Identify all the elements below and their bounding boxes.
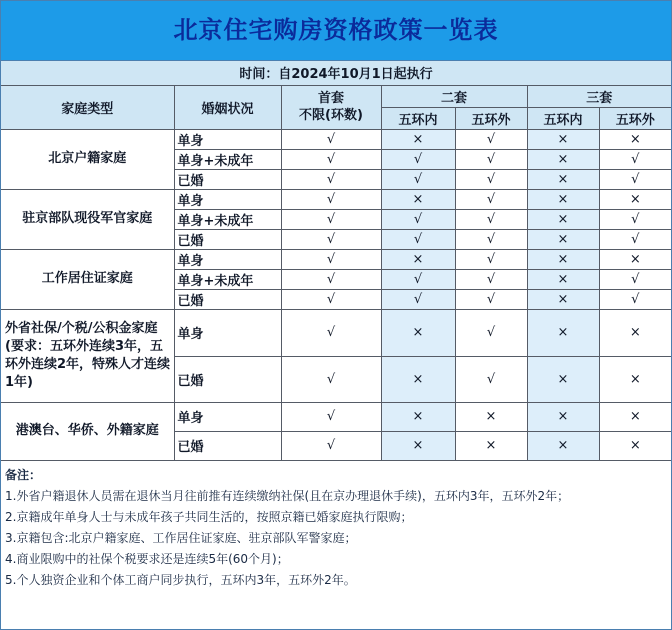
mark-cell: √ xyxy=(455,209,527,229)
mark-cell: × xyxy=(527,402,599,431)
mark-cell: √ xyxy=(381,209,455,229)
family-work-residence-permit: 工作居住证家庭 xyxy=(1,249,174,309)
note-item: 1.外省户籍退休人员需在退休当月往前推有连续缴纳社保(且在京办理退休手续)，五环内3年，五环外2年； xyxy=(5,488,570,503)
mark-cell: × xyxy=(599,189,671,209)
mark-cell: √ xyxy=(455,269,527,289)
mark-cell: √ xyxy=(281,402,381,431)
mark-cell: √ xyxy=(599,169,671,189)
mark-cell: √ xyxy=(381,289,455,309)
header-first-set-line2: 不限(环数) xyxy=(299,108,363,123)
table-row xyxy=(1,129,671,149)
policy-table xyxy=(1,61,671,461)
mark-cell: × xyxy=(527,189,599,209)
mark-cell: × xyxy=(599,431,671,460)
mark-cell: √ xyxy=(381,169,455,189)
mark-cell: × xyxy=(527,289,599,309)
mark-cell: √ xyxy=(599,149,671,169)
header-third-set: 三套 xyxy=(527,85,671,107)
mark-cell: × xyxy=(527,431,599,460)
time-row xyxy=(1,61,671,85)
mark-cell: × xyxy=(599,356,671,402)
header-second-outside: 五环外 xyxy=(455,107,527,129)
mark-cell: √ xyxy=(381,269,455,289)
family-hk-macau-taiwan-foreign: 港澳台、华侨、外籍家庭 xyxy=(1,402,174,460)
mark-cell: √ xyxy=(455,149,527,169)
mark-cell: × xyxy=(381,431,455,460)
header-first-set-line1: 首套 xyxy=(317,91,344,106)
mark-cell: √ xyxy=(455,129,527,149)
mark-cell: × xyxy=(527,169,599,189)
mark-cell: × xyxy=(527,309,599,356)
mark-cell: √ xyxy=(281,249,381,269)
mark-cell: × xyxy=(599,402,671,431)
note-item: 5.个人独资企业和个体工商户同步执行，五环内3年，五环外2年。 xyxy=(5,572,356,587)
mark-cell: √ xyxy=(281,289,381,309)
marital-cell: 单身 xyxy=(174,402,281,431)
table-row xyxy=(1,402,671,431)
mark-cell: √ xyxy=(381,149,455,169)
header-third-outside: 五环外 xyxy=(599,107,671,129)
mark-cell: √ xyxy=(281,229,381,249)
marital-cell: 已婚 xyxy=(174,356,281,402)
note-item: 4.商业限购中的社保个税要求还是连续5年(60个月)； xyxy=(5,551,289,566)
marital-cell: 已婚 xyxy=(174,289,281,309)
mark-cell: √ xyxy=(281,169,381,189)
family-other-province: 外省社保/个税/公积金家庭(要求：五环外连续3年，五环外连续2年，特殊人才连续1年) xyxy=(1,309,174,402)
mark-cell: √ xyxy=(599,209,671,229)
marital-cell: 已婚 xyxy=(174,431,281,460)
mark-cell: √ xyxy=(455,249,527,269)
mark-cell: √ xyxy=(455,229,527,249)
mark-cell: × xyxy=(381,129,455,149)
mark-cell: √ xyxy=(281,356,381,402)
mark-cell: √ xyxy=(455,289,527,309)
mark-cell: √ xyxy=(599,289,671,309)
mark-cell: × xyxy=(527,229,599,249)
family-military-officer: 驻京部队现役军官家庭 xyxy=(1,189,174,249)
mark-cell: × xyxy=(381,249,455,269)
mark-cell: √ xyxy=(381,229,455,249)
family-beijing-hukou: 北京户籍家庭 xyxy=(1,129,174,189)
mark-cell: √ xyxy=(281,129,381,149)
marital-cell: 单身 xyxy=(174,309,281,356)
mark-cell: √ xyxy=(281,431,381,460)
mark-cell: × xyxy=(599,249,671,269)
header-first-set xyxy=(281,85,381,129)
mark-cell: √ xyxy=(281,189,381,209)
header-third-inside: 五环内 xyxy=(527,107,599,129)
marital-cell: 已婚 xyxy=(174,229,281,249)
note-item: 2.京籍成年单身人士与未成年孩子共同生活的，按照京籍已婚家庭执行限购； xyxy=(5,509,413,524)
mark-cell: × xyxy=(381,309,455,356)
mark-cell: × xyxy=(599,309,671,356)
notes-heading: 备注： xyxy=(5,467,42,482)
header-marital-status: 婚姻状况 xyxy=(174,85,281,129)
page-title: 北京住宅购房资格政策一览表 xyxy=(1,1,671,61)
mark-cell: × xyxy=(527,356,599,402)
mark-cell: × xyxy=(381,356,455,402)
mark-cell: √ xyxy=(599,269,671,289)
mark-cell: √ xyxy=(281,269,381,289)
notes-section xyxy=(1,461,671,591)
effective-date: 时间：自2024年10月1日起执行 xyxy=(1,61,671,85)
mark-cell: √ xyxy=(455,309,527,356)
mark-cell: × xyxy=(527,129,599,149)
mark-cell: √ xyxy=(281,149,381,169)
mark-cell: × xyxy=(599,129,671,149)
marital-cell: 单身+未成年 xyxy=(174,209,281,229)
table-row xyxy=(1,309,671,356)
mark-cell: √ xyxy=(455,169,527,189)
marital-cell: 单身+未成年 xyxy=(174,149,281,169)
header-family-type: 家庭类型 xyxy=(1,85,174,129)
mark-cell: √ xyxy=(281,309,381,356)
marital-cell: 单身 xyxy=(174,249,281,269)
mark-cell: × xyxy=(455,431,527,460)
marital-cell: 单身+未成年 xyxy=(174,269,281,289)
table-row xyxy=(1,249,671,269)
mark-cell: × xyxy=(381,402,455,431)
mark-cell: × xyxy=(527,149,599,169)
mark-cell: √ xyxy=(455,356,527,402)
mark-cell: × xyxy=(455,402,527,431)
marital-cell: 已婚 xyxy=(174,169,281,189)
mark-cell: √ xyxy=(455,189,527,209)
mark-cell: × xyxy=(527,249,599,269)
mark-cell: √ xyxy=(281,209,381,229)
mark-cell: × xyxy=(527,269,599,289)
table-row xyxy=(1,189,671,209)
header-second-set: 二套 xyxy=(381,85,527,107)
mark-cell: × xyxy=(381,189,455,209)
mark-cell: × xyxy=(527,209,599,229)
marital-cell: 单身 xyxy=(174,189,281,209)
note-item: 3.京籍包含:北京户籍家庭、工作居住证家庭、驻京部队军警家庭； xyxy=(5,530,357,545)
header-row-1 xyxy=(1,85,671,107)
mark-cell: √ xyxy=(599,229,671,249)
marital-cell: 单身 xyxy=(174,129,281,149)
header-second-inside: 五环内 xyxy=(381,107,455,129)
